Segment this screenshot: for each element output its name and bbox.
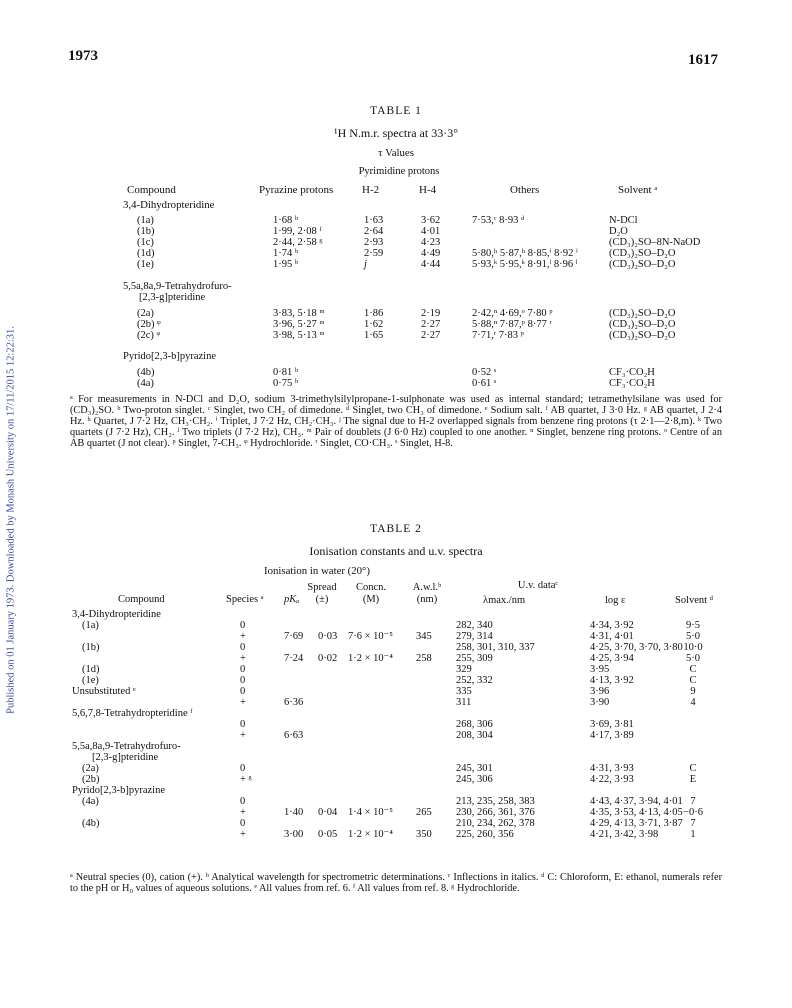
table2-row xyxy=(0,632,792,642)
table2-row xyxy=(0,808,792,818)
pyrazine-cell: 0·81 ᵇ xyxy=(273,367,299,378)
pka-cell: 6·63 xyxy=(284,730,304,741)
solvent-cell: −0·6 xyxy=(683,807,703,818)
section-title: Pyrido[2,3-b]pyrazine xyxy=(123,351,217,362)
h2-cell: 1·65 xyxy=(364,330,384,341)
species-cell: 0 xyxy=(240,796,246,807)
table2-section-header xyxy=(0,786,792,796)
species-cell: 0 xyxy=(240,642,246,653)
table2-row xyxy=(0,621,792,631)
journal-year: 1973 xyxy=(68,48,98,64)
solvent-cell: (CD₃)₂SO–D₂O xyxy=(609,330,676,341)
lambda-cell: 258, 301, 310, 337 xyxy=(456,642,535,653)
section-title: 5,6,7,8-Tetrahydropteridine ᶠ xyxy=(72,708,193,719)
table1-subtitle: τ Values xyxy=(378,147,414,159)
table1-row xyxy=(0,238,792,248)
table2-header-awl1: A.w.l.ᵇ xyxy=(412,582,442,593)
lambda-cell: 335 xyxy=(456,686,472,697)
pyrazine-cell: 3·83, 5·18 ᵐ xyxy=(273,308,325,319)
others-cell: 0·52 ˢ xyxy=(472,367,497,378)
compound-cell: (4b) xyxy=(137,367,155,378)
table2-title: Ionisation constants and u.v. spectra xyxy=(309,544,483,558)
lambda-cell: 245, 306 xyxy=(456,774,493,785)
loge-cell: 4·25, 3·94 xyxy=(590,653,634,664)
solvent-cell: 1 xyxy=(690,829,696,840)
h2-cell: 2·93 xyxy=(364,237,384,248)
others-cell: 2·42,ⁿ 4·69,ᵒ 7·80 ᵖ xyxy=(472,308,553,319)
solvent-cell: (CD₃)₂SO–D₂O xyxy=(609,248,676,259)
h4-cell: 2·19 xyxy=(421,308,441,319)
table1-title: ¹H N.m.r. spectra at 33·3° xyxy=(333,126,459,140)
table2-header-lambda: λmax./nm xyxy=(483,595,526,606)
lambda-cell: 213, 235, 258, 383 xyxy=(456,796,535,807)
section-title: Pyrido[2,3-b]pyrazine xyxy=(72,785,166,796)
compound-cell: (2a) xyxy=(137,308,154,319)
species-cell: + xyxy=(240,653,246,664)
page-number: 1617 xyxy=(688,52,718,68)
compound-cell: (1b) xyxy=(137,226,155,237)
download-notice-text: Published on 01 January 1973. Downloaded by Monash University on 17/11/2015 12:22:31. xyxy=(5,326,17,714)
table2-row xyxy=(0,731,792,741)
table1-header-others: Others xyxy=(510,184,540,196)
lambda-cell: 210, 234, 262, 378 xyxy=(456,818,535,829)
loge-cell: 4·17, 3·89 xyxy=(590,730,634,741)
solvent-cell: 5·0 xyxy=(686,631,700,642)
h4-cell: 2·27 xyxy=(421,319,441,330)
table2-row xyxy=(0,698,792,708)
solvent-cell: 10·0 xyxy=(683,642,703,653)
loge-cell: 3·90 xyxy=(590,697,610,708)
solvent-cell: CF₃·CO₂H xyxy=(609,378,655,389)
compound-cell: (4a) xyxy=(137,378,154,389)
section-title: 5,5a,8a,9-Tetrahydrofuro- xyxy=(123,281,232,292)
compound-cell: (1d) xyxy=(82,664,100,675)
table1-row xyxy=(0,260,792,270)
table2-section-header xyxy=(0,709,792,719)
h4-cell: 3·62 xyxy=(421,215,441,226)
table1-row xyxy=(0,309,792,319)
pyrazine-cell: 1·74 ᵇ xyxy=(273,248,299,259)
table2-header-loge: log ε xyxy=(605,595,626,606)
awl-cell: 350 xyxy=(416,829,432,840)
awl-cell: 258 xyxy=(416,653,432,664)
table1-row xyxy=(0,227,792,237)
table2-header-concn1: Concn. xyxy=(355,582,387,593)
lambda-cell: 329 xyxy=(456,664,472,675)
solvent-cell: (CD₃)₂SO–D₂O xyxy=(609,319,676,330)
loge-cell: 4·34, 3·92 xyxy=(590,620,634,631)
awl-cell: 345 xyxy=(416,631,432,642)
solvent-cell: E xyxy=(689,774,697,785)
lambda-cell: 282, 340 xyxy=(456,620,493,631)
table1-group-header: Pyrimidine protons xyxy=(358,166,440,177)
table2-row xyxy=(0,665,792,675)
solvent-cell: CF₃·CO₂H xyxy=(609,367,655,378)
table1-footnote: ᵃ For measurements in N-DCl and D₂O, sodium 3-trimethylsilylpropane-1-sulphonate was used as internal standard; tetramethylsilane was used for (CD₃)₂SO. ᵇ Two-proton singlet. ᶜ Singlet, two CH₂ of dimedone. ᵈ Singlet, two CH₃ of dimedone. ᵉ Sodium salt. ᶠ AB quartet, J 3·0 Hz. ᵍ AB quartet, J 2·4 Hz. ʰ Quartet, J 7·2 Hz, CH₃·CH₂. ⁱ Triplet, J 7·2 Hz, CH₂·CH₃. ʲ The signal due to H-2 overlapped signals from benzene ring protons (τ 2·1—2·8,m). ᵏ Two quartets (J 7·2 Hz), CH₂. ˡ Two triplets (J 7·2 Hz), CH₃. ᵐ Pair of doublets (J 6·0 Hz) coupled to one another. ⁿ Singlet, benzene ring protons. ᵒ Centre of an AB quartet (J not clear). ᵖ Singlet, 7-CH₃. ᵠ Hydrochloride. ʳ Singlet, CO·CH₃. ˢ Singlet, H-8. xyxy=(70,394,722,449)
table1-row xyxy=(0,379,792,389)
concn-cell: 7·6 × 10⁻⁵ xyxy=(348,631,393,642)
lambda-cell: 230, 266, 361, 376 xyxy=(456,807,535,818)
lambda-cell: 255, 309 xyxy=(456,653,493,664)
lambda-cell: 208, 304 xyxy=(456,730,493,741)
table1-section-header xyxy=(0,352,792,362)
table2-header-solvent: Solvent ᵈ xyxy=(675,595,713,606)
lambda-cell: 245, 301 xyxy=(456,763,493,774)
others-cell: 5·80,ʰ 5·87,ʰ 8·85,ⁱ 8·92 ⁱ xyxy=(472,248,578,259)
table2-row xyxy=(0,720,792,730)
loge-cell: 4·43, 4·37, 3·94, 4·01 xyxy=(590,796,683,807)
compound-cell: (1a) xyxy=(82,620,99,631)
solvent-cell: (CD₃)₂SO–D₂O xyxy=(609,308,676,319)
awl-cell: 265 xyxy=(416,807,432,818)
spread-cell: 0·05 xyxy=(318,829,338,840)
table1-header-compound: Compound xyxy=(127,184,176,196)
lambda-cell: 225, 260, 356 xyxy=(456,829,514,840)
loge-cell: 3·95 xyxy=(590,664,610,675)
pyrazine-cell: 1·68 ᵇ xyxy=(273,215,299,226)
species-cell: 0 xyxy=(240,675,246,686)
section-title: [2,3-g]pteridine xyxy=(92,752,159,763)
solvent-cell: 4 xyxy=(690,697,696,708)
table1-header-h4: H-4 xyxy=(419,184,437,196)
others-cell: 5·88,ⁿ 7·87,ᵖ 8·77 ʳ xyxy=(472,319,552,330)
section-title: 3,4-Dihydropteridine xyxy=(123,199,215,211)
table2-uv-header: U.v. dataᶜ xyxy=(517,580,559,591)
table2-row xyxy=(0,676,792,686)
solvent-cell: (CD₃)₂SO–8N-NaOD xyxy=(609,237,701,248)
table1-header-solvent: Solvent ᵃ xyxy=(618,184,658,196)
h4-cell: 4·23 xyxy=(421,237,441,248)
pka-cell: 7·69 xyxy=(284,631,304,642)
species-cell: + xyxy=(240,730,246,741)
compound-cell: (1c) xyxy=(137,237,154,248)
table2-row xyxy=(0,643,792,653)
table1-header-h2: H-2 xyxy=(362,184,380,196)
compound-cell: (2b) xyxy=(82,774,100,785)
species-cell: 0 xyxy=(240,719,246,730)
h4-cell: 2·27 xyxy=(421,330,441,341)
table1-section-header xyxy=(0,282,792,292)
compound-cell: (1d) xyxy=(137,248,155,259)
compound-cell: (4b) xyxy=(82,818,100,829)
species-cell: 0 xyxy=(240,686,246,697)
table2-row xyxy=(0,654,792,664)
table2-footnote: ᵃ Neutral species (0), cation (+). ᵇ Analytical wavelength for spectrometric determinations. ᶜ Inflections in italics. ᵈ C: Chloroform, E: ethanol, numerals refer to the pH or H₀ values of aqueous solutions. ᵉ All values from ref. 6. ᶠ All values from ref. 8. ᵍ Hydrochloride. xyxy=(70,872,722,894)
table2-header-concn2: (M) xyxy=(362,594,380,605)
table2-row xyxy=(0,819,792,829)
loge-cell: 4·31, 3·93 xyxy=(590,763,634,774)
section-title: 5,5a,8a,9-Tetrahydrofuro- xyxy=(72,741,181,752)
loge-cell: 4·21, 3·42, 3·98 xyxy=(590,829,659,840)
solvent-cell: 7 xyxy=(690,818,696,829)
solvent-cell: C xyxy=(689,675,697,686)
section-title-continued: [2,3-g]pteridine xyxy=(139,292,206,303)
spread-cell: 0·04 xyxy=(318,807,338,818)
table2-section-header xyxy=(0,742,792,752)
compound-cell: Unsubstituted ᵉ xyxy=(72,686,136,697)
loge-cell: 4·25, 3·70, 3·70, 3·80 xyxy=(590,642,683,653)
table2-row xyxy=(0,830,792,840)
table1-row xyxy=(0,320,792,330)
table2-row xyxy=(0,687,792,697)
compound-cell: (2b) ᵠ xyxy=(137,319,161,330)
pyrazine-cell: 1·95 ᵇ xyxy=(273,259,299,270)
solvent-cell: C xyxy=(689,763,697,774)
table1-label: TABLE 1 xyxy=(370,105,422,117)
species-cell: 0 xyxy=(240,620,246,631)
pka-cell: 7·24 xyxy=(284,653,304,664)
solvent-cell: D₂O xyxy=(609,226,628,237)
table1-row xyxy=(0,331,792,341)
compound-cell: (1e) xyxy=(82,675,99,686)
species-cell: + xyxy=(240,697,246,708)
section-title: 3,4-Dihydropteridine xyxy=(72,609,161,620)
pyrazine-cell: 1·99, 2·08 ᶠ xyxy=(273,226,322,237)
compound-cell: (1e) xyxy=(137,259,154,270)
h2-cell: 2·59 xyxy=(364,248,384,259)
compound-cell: (1a) xyxy=(137,215,154,226)
table2-row xyxy=(0,764,792,774)
table2-section-header xyxy=(0,753,792,763)
solvent-cell: N-DCl xyxy=(609,215,638,226)
loge-cell: 4·35, 3·53, 4·13, 4·05 xyxy=(590,807,683,818)
others-cell: 7·71,ʳ 7·83 ᵖ xyxy=(472,330,524,341)
loge-cell: 3·69, 3·81 xyxy=(590,719,634,730)
lambda-cell: 311 xyxy=(456,697,472,708)
spread-cell: 0·03 xyxy=(318,631,338,642)
loge-cell: 3·96 xyxy=(590,686,610,697)
h4-cell: 4·49 xyxy=(421,248,441,259)
pka-cell: 1·40 xyxy=(284,807,304,818)
species-cell: 0 xyxy=(240,818,246,829)
table2-ionisation-header: Ionisation in water (20°) xyxy=(264,565,370,577)
pka-cell: 6·36 xyxy=(284,697,304,708)
solvent-cell: 7 xyxy=(690,796,696,807)
table1-header-pyrazine: Pyrazine protons xyxy=(259,184,334,196)
species-cell: 0 xyxy=(240,664,246,675)
table2-section-header xyxy=(0,610,792,620)
table2-label: TABLE 2 xyxy=(370,523,422,535)
loge-cell: 4·31, 4·01 xyxy=(590,631,634,642)
table2-row xyxy=(0,775,792,785)
pyrazine-cell: 3·98, 5·13 ᵐ xyxy=(273,330,325,341)
solvent-cell: (CD₃)₂SO–D₂O xyxy=(609,259,676,270)
h2-cell: j xyxy=(364,259,367,270)
h2-cell: 1·62 xyxy=(364,319,384,330)
table2-header-species: Species ᵃ xyxy=(226,594,264,605)
species-cell: + ᵍ xyxy=(240,774,252,785)
others-cell: 7·53,ᶜ 8·93 ᵈ xyxy=(472,215,525,226)
h2-cell: 1·63 xyxy=(364,215,384,226)
solvent-cell: C xyxy=(689,664,697,675)
pka-cell: 3·00 xyxy=(284,829,304,840)
species-cell: 0 xyxy=(240,763,246,774)
table2-header-compound: Compound xyxy=(118,594,165,605)
loge-cell: 4·22, 3·93 xyxy=(590,774,634,785)
h4-cell: 4·01 xyxy=(421,226,441,237)
table1-row xyxy=(0,216,792,226)
h2-cell: 2·64 xyxy=(364,226,384,237)
species-cell: + xyxy=(240,829,246,840)
others-cell: 0·61 ˢ xyxy=(472,378,497,389)
table2-row xyxy=(0,797,792,807)
compound-cell: (2a) xyxy=(82,763,99,774)
species-cell: + xyxy=(240,631,246,642)
solvent-cell: 9 xyxy=(690,686,696,697)
lambda-cell: 252, 332 xyxy=(456,675,493,686)
compound-cell: (2c) ᵠ xyxy=(137,330,161,341)
compound-cell: (1b) xyxy=(82,642,100,653)
table1-section-subheader xyxy=(0,293,792,303)
h4-cell: 4·44 xyxy=(421,259,441,270)
species-cell: + xyxy=(240,807,246,818)
compound-cell: (4a) xyxy=(82,796,99,807)
h2-cell: 1·86 xyxy=(364,308,384,319)
others-cell: 5·93,ᵏ 5·95,ᵏ 8·91,ˡ 8·96 ˡ xyxy=(472,259,578,270)
table1-row xyxy=(0,368,792,378)
table2-header-spread1: Spread xyxy=(307,582,337,593)
table1-section-header xyxy=(0,200,792,210)
concn-cell: 1·4 × 10⁻⁵ xyxy=(348,807,393,818)
pyrazine-cell: 3·96, 5·27 ᵐ xyxy=(273,319,325,330)
lambda-cell: 268, 306 xyxy=(456,719,493,730)
loge-cell: 4·29, 4·13, 3·71, 3·87 xyxy=(590,818,683,829)
concn-cell: 1·2 × 10⁻⁴ xyxy=(348,653,393,664)
pyrazine-cell: 2·44, 2·58 ᵍ xyxy=(273,237,323,248)
solvent-cell: 9·5 xyxy=(686,620,700,631)
lambda-cell: 279, 314 xyxy=(456,631,493,642)
concn-cell: 1·2 × 10⁻⁴ xyxy=(348,829,393,840)
table2-header-spread2: (±) xyxy=(315,594,329,605)
pyrazine-cell: 0·75 ᵇ xyxy=(273,378,299,389)
solvent-cell: 5·0 xyxy=(686,653,700,664)
table2-header-pka: pKₐ xyxy=(284,594,300,605)
table1-row xyxy=(0,249,792,259)
spread-cell: 0·02 xyxy=(318,653,338,664)
loge-cell: 4·13, 3·92 xyxy=(590,675,634,686)
table2-header-awl2: (nm) xyxy=(416,594,438,605)
